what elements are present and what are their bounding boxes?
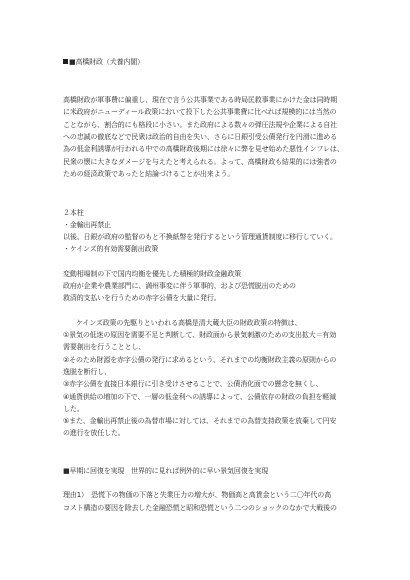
pillars-title: ２本柱 <box>63 209 84 217</box>
heading-text: ■高橋財政（犬養内閣） <box>69 58 144 66</box>
keynes-point: ⑤また、金輸出再禁止後の為替市場に対しては、それまでの為替支持政策を放棄して円安 <box>63 417 337 425</box>
keynes-point: ①景気の低迷の原因を需要不足と判断して、財政面から景気刺激のための支出拡大＝有効 <box>63 331 337 339</box>
keynes-intro: ケインズ政策の先駆りといわれる高橋是清大蔵大臣の財政政策の特徴は、 <box>76 319 302 327</box>
section-heading-recovery: ■早期に回復を実現 世界的に見れば例外的に早い景気回復を実現 <box>63 467 269 475</box>
keynes-point: ③赤字公債を直接日本銀行に引き受けさせることで、公債消化面での懸念を無くし、 <box>63 380 323 388</box>
paragraph-line: 為の低金利誘導が行われる中での高橋財政後期には徐々に弊を見せ始めた悪性インフレは、 <box>63 145 344 153</box>
fiscal-line: 変動相場制の下で国内均衡を優先した積極的財政金融政策 <box>63 270 242 278</box>
recovery-line: コスト構造の要因を除去した金融恐慌と昭和恐慌という二つのショックのなかで大戦後の <box>63 504 337 512</box>
square-bullet-icon <box>63 59 68 64</box>
pillar-description: 以後、日銀が政府の監督のもと不換紙幣を発行するという管理通貨制度に移行していく。 <box>63 233 337 241</box>
paragraph-line: への忠誠の徹底などで民衆は政治的自由を失い、さらに日銀引受公債発行を円滑に進める <box>63 133 337 141</box>
paragraph-line: 高橋財政が軍事費に偏重し、現在で言う公共事業である時局匡救事業にかけた金は同時期 <box>63 96 337 104</box>
paragraph-line: 民衆の懐に大きなダメージを与えたと考えられる。よって、高橋財政も結果的には強者の <box>63 158 337 166</box>
paragraph-line: ことながら、割合的にも格段に小さい。また政府による数々の弾圧法規や企業による自社 <box>63 121 337 129</box>
pillar-item: ・金輸出再禁止 <box>63 221 111 229</box>
paragraph-line: ための経済政策であったと結論づけることが出来よう。 <box>63 170 235 178</box>
paragraph-line: に米政府がニューディール政策において投下した公共事業費に比べれば規模的には当然の <box>63 108 337 116</box>
fiscal-line: 政府が企業や農業部門に、満州事変に伴う軍事的、および恐慌脱出のための <box>63 282 296 290</box>
keynes-point: 逸脱を断行し、 <box>63 368 111 376</box>
section-heading-takahashi <box>63 58 144 67</box>
keynes-point: の進行を放任した。 <box>63 429 125 437</box>
fiscal-line: 救済的支払いを行うための赤字公債を大量に発行。 <box>63 294 221 302</box>
keynes-point: ②そのため財源を赤字公債の発行に求めるという、それまでの均衡財政主義の原則からの <box>63 356 337 364</box>
keynes-point: した。 <box>63 405 84 413</box>
pillar-item: ・ケインズ的有効需要創出政策 <box>63 245 159 253</box>
keynes-point: ④通貨供給の増加の下で、一層の低金利への誘導によって、公債依存の財政の負担を軽減 <box>63 393 336 401</box>
recovery-line: 理由1） 恐慌下の物価の下落と失業圧力の増大が、物価高と高賃金という二〇年代の高 <box>63 491 331 499</box>
keynes-point: 需要創出を行うこととし、 <box>63 343 146 351</box>
